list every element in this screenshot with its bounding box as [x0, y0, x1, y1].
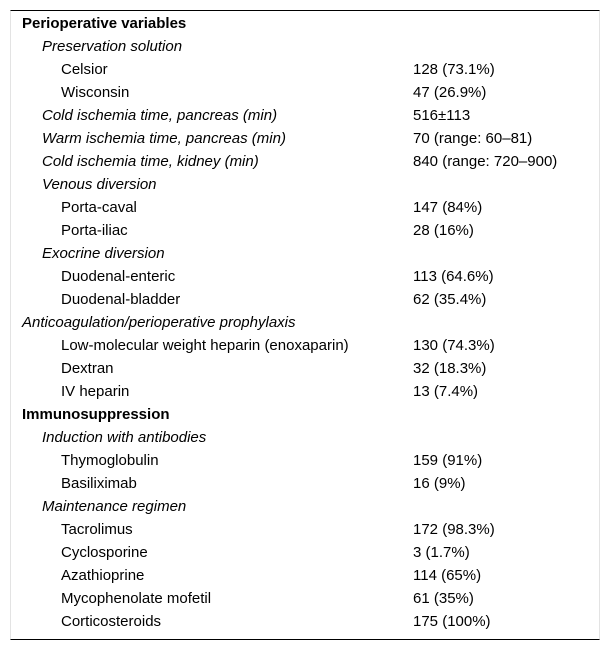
- row-value: 70 (range: 60–81): [413, 130, 533, 147]
- row-value: 3 (1.7%): [413, 544, 470, 561]
- row-value: 147 (84%): [413, 199, 483, 216]
- row-label: Tacrolimus: [61, 521, 133, 538]
- table-row: [11, 587, 599, 610]
- row-value: 113 (64.6%): [413, 268, 494, 285]
- row-value: 32 (18.3%): [413, 360, 487, 377]
- table-row: [11, 334, 599, 357]
- row-value: 28 (16%): [413, 222, 474, 239]
- row-label: Basiliximab: [61, 475, 137, 492]
- row-label: IV heparin: [61, 383, 130, 400]
- row-value: 13 (7.4%): [413, 383, 479, 400]
- table-row: [11, 380, 599, 403]
- row-label: Cyclosporine: [61, 544, 148, 561]
- row-label: Porta-caval: [61, 199, 137, 216]
- table-row: [11, 196, 599, 219]
- row-label: Warm ischemia time, pancreas (min): [42, 130, 286, 147]
- row-label: Wisconsin: [61, 84, 130, 101]
- row-label: Azathioprine: [61, 567, 145, 584]
- row-label: Maintenance regimen: [42, 498, 187, 515]
- row-label: Immunosuppression: [22, 406, 170, 423]
- row-value: 128 (73.1%): [413, 61, 495, 78]
- row-value: 130 (74.3%): [413, 337, 495, 354]
- row-value: 840 (range: 720–900): [413, 153, 558, 170]
- subheader-row: [11, 495, 599, 518]
- subheader-row: [11, 127, 599, 150]
- row-value: 16 (9%): [413, 475, 466, 492]
- table-row: [11, 518, 599, 541]
- row-label: Duodenal-enteric: [61, 268, 176, 285]
- row-label: Anticoagulation/perioperative prophylaxis: [22, 314, 296, 331]
- row-value: 47 (26.9%): [413, 84, 487, 101]
- row-label: Venous diversion: [42, 176, 157, 193]
- row-value: 172 (98.3%): [413, 521, 495, 538]
- row-label: Preservation solution: [42, 38, 183, 55]
- row-value: 114 (65%): [413, 567, 482, 584]
- table-row: [11, 564, 599, 587]
- subheader-row: [11, 426, 599, 449]
- subheader-row: [11, 104, 599, 127]
- table-row: [11, 610, 599, 633]
- data-table: [10, 10, 600, 640]
- row-label: Exocrine diversion: [42, 245, 165, 262]
- table-row: [11, 219, 599, 242]
- subheader-row: [11, 35, 599, 58]
- row-label: Cold ischemia time, pancreas (min): [42, 107, 278, 124]
- row-value: 175 (100%): [413, 613, 491, 630]
- table-row: [11, 81, 599, 104]
- table-body: [11, 11, 599, 639]
- row-label: Low-molecular weight heparin (enoxaparin): [61, 337, 349, 354]
- row-label: Corticosteroids: [61, 613, 162, 630]
- section-header-row: [11, 403, 599, 426]
- row-value: 516±113: [413, 107, 471, 124]
- row-label: Duodenal-bladder: [61, 291, 181, 308]
- row-label: Dextran: [61, 360, 114, 377]
- table-row: [11, 58, 599, 81]
- row-value: 61 (35%): [413, 590, 474, 607]
- row-label: Porta-iliac: [61, 222, 128, 239]
- row-value: 159 (91%): [413, 452, 483, 469]
- row-label: Induction with antibodies: [42, 429, 207, 446]
- table-row: [11, 449, 599, 472]
- table-row: [11, 541, 599, 564]
- row-label: Perioperative variables: [22, 15, 187, 32]
- row-label: Cold ischemia time, kidney (min): [42, 153, 259, 170]
- row-label: Thymoglobulin: [61, 452, 159, 469]
- row-label: Celsior: [61, 61, 108, 78]
- row-label: Mycophenolate mofetil: [61, 590, 212, 607]
- subheader-row: [11, 173, 599, 196]
- table-row: [11, 265, 599, 288]
- row-value: 62 (35.4%): [413, 291, 487, 308]
- subheader-row: [11, 150, 599, 173]
- table-row: [11, 472, 599, 495]
- subheader-row: [11, 311, 599, 334]
- section-header-row: [11, 12, 599, 35]
- table-row: [11, 288, 599, 311]
- table-row: [11, 357, 599, 380]
- subheader-row: [11, 242, 599, 265]
